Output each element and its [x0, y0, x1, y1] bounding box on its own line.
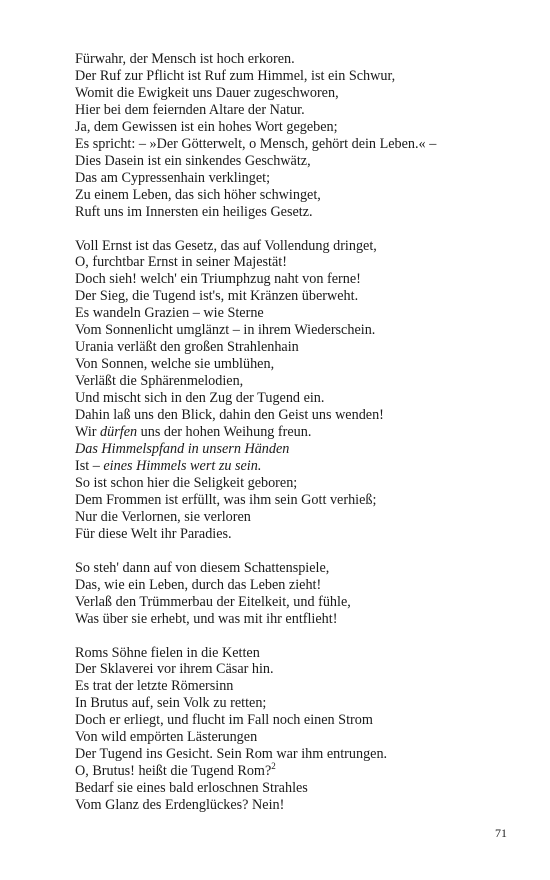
line-text: Ruft uns im Innersten ein heiliges Gesetz. [75, 203, 313, 220]
poem-line [75, 102, 535, 119]
poem-line [75, 271, 535, 288]
stanza [75, 238, 535, 543]
line-text: O, furchtbar Ernst in seiner Majestät! [75, 254, 287, 271]
line-text: Was über sie erhebt, und was mit ihr entflieht! [75, 610, 338, 627]
poem-line [75, 51, 535, 68]
poem-line [75, 509, 535, 526]
line-text: Das am Cypressenhain verklinget; [75, 169, 271, 186]
line-text: Der Sklaverei vor ihrem Cäsar hin. [75, 661, 274, 678]
line-text: Wir [75, 424, 101, 441]
poem-line [75, 339, 535, 356]
line-text: uns der hohen Weihung freun. [137, 424, 312, 441]
poem-line [75, 594, 535, 611]
line-text: Doch er erliegt, und flucht im Fall noch einen Strom [75, 712, 373, 729]
line-text: Ist – [75, 457, 104, 474]
poem-line [75, 424, 535, 441]
poem-line [75, 678, 535, 695]
poem-text [75, 51, 535, 831]
line-text: In Brutus auf, sein Volk zu retten; [75, 695, 267, 712]
poem-line [75, 475, 535, 492]
line-text: Dem Frommen ist erfüllt, was ihm sein Gott verhieß; [75, 491, 377, 508]
line-text: Und mischt sich in den Zug der Tugend ein. [75, 390, 325, 407]
poem-line [75, 729, 535, 746]
emphasized-text: Das Himmelspfand in unsern Händen [75, 440, 290, 457]
page-number: 71 [495, 826, 507, 840]
stanza [75, 560, 535, 628]
poem-line [75, 780, 535, 797]
poem-line [75, 407, 535, 424]
line-text: Zu einem Leben, das sich höher schwinget, [75, 186, 321, 203]
poem-line [75, 356, 535, 373]
footnote-marker: 2 [271, 761, 276, 772]
line-text: Dies Dasein ist ein sinkendes Geschwätz, [75, 152, 311, 169]
line-text: Der Ruf zur Pflicht ist Ruf zum Himmel, ist ein Schwur, [75, 67, 396, 84]
poem-line [75, 119, 535, 136]
line-text: Fürwahr, der Mensch ist hoch erkoren. [75, 51, 295, 67]
poem-line [75, 577, 535, 594]
poem-line [75, 153, 535, 170]
poem-line [75, 68, 535, 85]
line-text: O, Brutus! heißt die Tugend Rom? [75, 763, 272, 780]
line-text: Doch sieh! welch' ein Triumphzug naht von ferne! [75, 271, 361, 288]
poem-line [75, 85, 535, 102]
stanza [75, 51, 535, 221]
poem-line [75, 254, 535, 271]
line-text: Urania verläßt den großen Strahlenhain [75, 339, 299, 356]
poem-line [75, 322, 535, 339]
line-text: Der Tugend ins Gesicht. Sein Rom war ihm entrungen. [75, 746, 388, 763]
poem-line [75, 390, 535, 407]
poem-line [75, 746, 535, 763]
poem-line [75, 288, 535, 305]
poem-line [75, 305, 535, 322]
line-text: Ja, dem Gewissen ist ein hohes Wort gegeben; [75, 118, 338, 135]
line-text: Es spricht: – »Der Götterwelt, o Mensch, gehört dein Leben.« – [75, 135, 437, 152]
poem-line [75, 238, 535, 255]
line-text: Der Sieg, die Tugend ist's, mit Kränzen überweht. [75, 288, 359, 305]
poem-line [75, 712, 535, 729]
line-text: Hier bei dem feiernden Altare der Natur. [75, 101, 305, 118]
line-text: So steh' dann auf von diesem Schattenspiele, [75, 559, 330, 576]
poem-line [75, 204, 535, 221]
poem-line [75, 661, 535, 678]
poem-line [75, 695, 535, 712]
poem-line [75, 797, 535, 814]
line-text: Dahin laß uns den Blick, dahin den Geist uns wenden! [75, 407, 384, 424]
poem-line [75, 136, 535, 153]
poem-line [75, 560, 535, 577]
poem-line [75, 763, 535, 780]
poem-line [75, 441, 535, 458]
poem-line [75, 187, 535, 204]
line-text: Womit die Ewigkeit uns Dauer zugeschworen, [75, 84, 339, 101]
poem-line [75, 170, 535, 187]
line-text: Vom Sonnenlicht umglänzt – in ihrem Wiederschein. [75, 322, 376, 339]
line-text: Von Sonnen, welche sie umblühen, [75, 356, 275, 373]
line-text: Es wandeln Grazien – wie Sterne [75, 305, 264, 322]
line-text: Verlaß den Trümmerbau der Eitelkeit, und fühle, [75, 593, 351, 610]
line-text: Voll Ernst ist das Gesetz, das auf Vollendung dringet, [75, 237, 377, 254]
line-text: So ist schon hier die Seligkeit geboren; [75, 474, 298, 491]
poem-line [75, 645, 535, 662]
emphasized-text: dürfen [100, 424, 138, 441]
emphasized-text: eines Himmels wert zu sein. [103, 457, 262, 474]
line-text: Nur die Verlornen, sie verloren [75, 508, 251, 525]
line-text: Von wild empörten Lästerungen [75, 729, 258, 746]
poem-line [75, 492, 535, 509]
stanza [75, 645, 535, 815]
poem-line [75, 458, 535, 475]
poem-line [75, 373, 535, 390]
line-text: Es trat der letzte Römersinn [75, 678, 234, 695]
line-text: Bedarf sie eines bald erloschnen Strahles [75, 780, 308, 797]
line-text: Das, wie ein Leben, durch das Leben zieht! [75, 576, 322, 593]
line-text: Roms Söhne fielen in die Ketten [75, 644, 260, 661]
line-text: Vom Glanz des Erdenglückes? Nein! [75, 797, 285, 814]
poem-line [75, 526, 535, 543]
poem-line [75, 611, 535, 628]
line-text: Verläßt die Sphärenmelodien, [75, 373, 244, 390]
line-text: Für diese Welt ihr Paradies. [75, 525, 232, 542]
